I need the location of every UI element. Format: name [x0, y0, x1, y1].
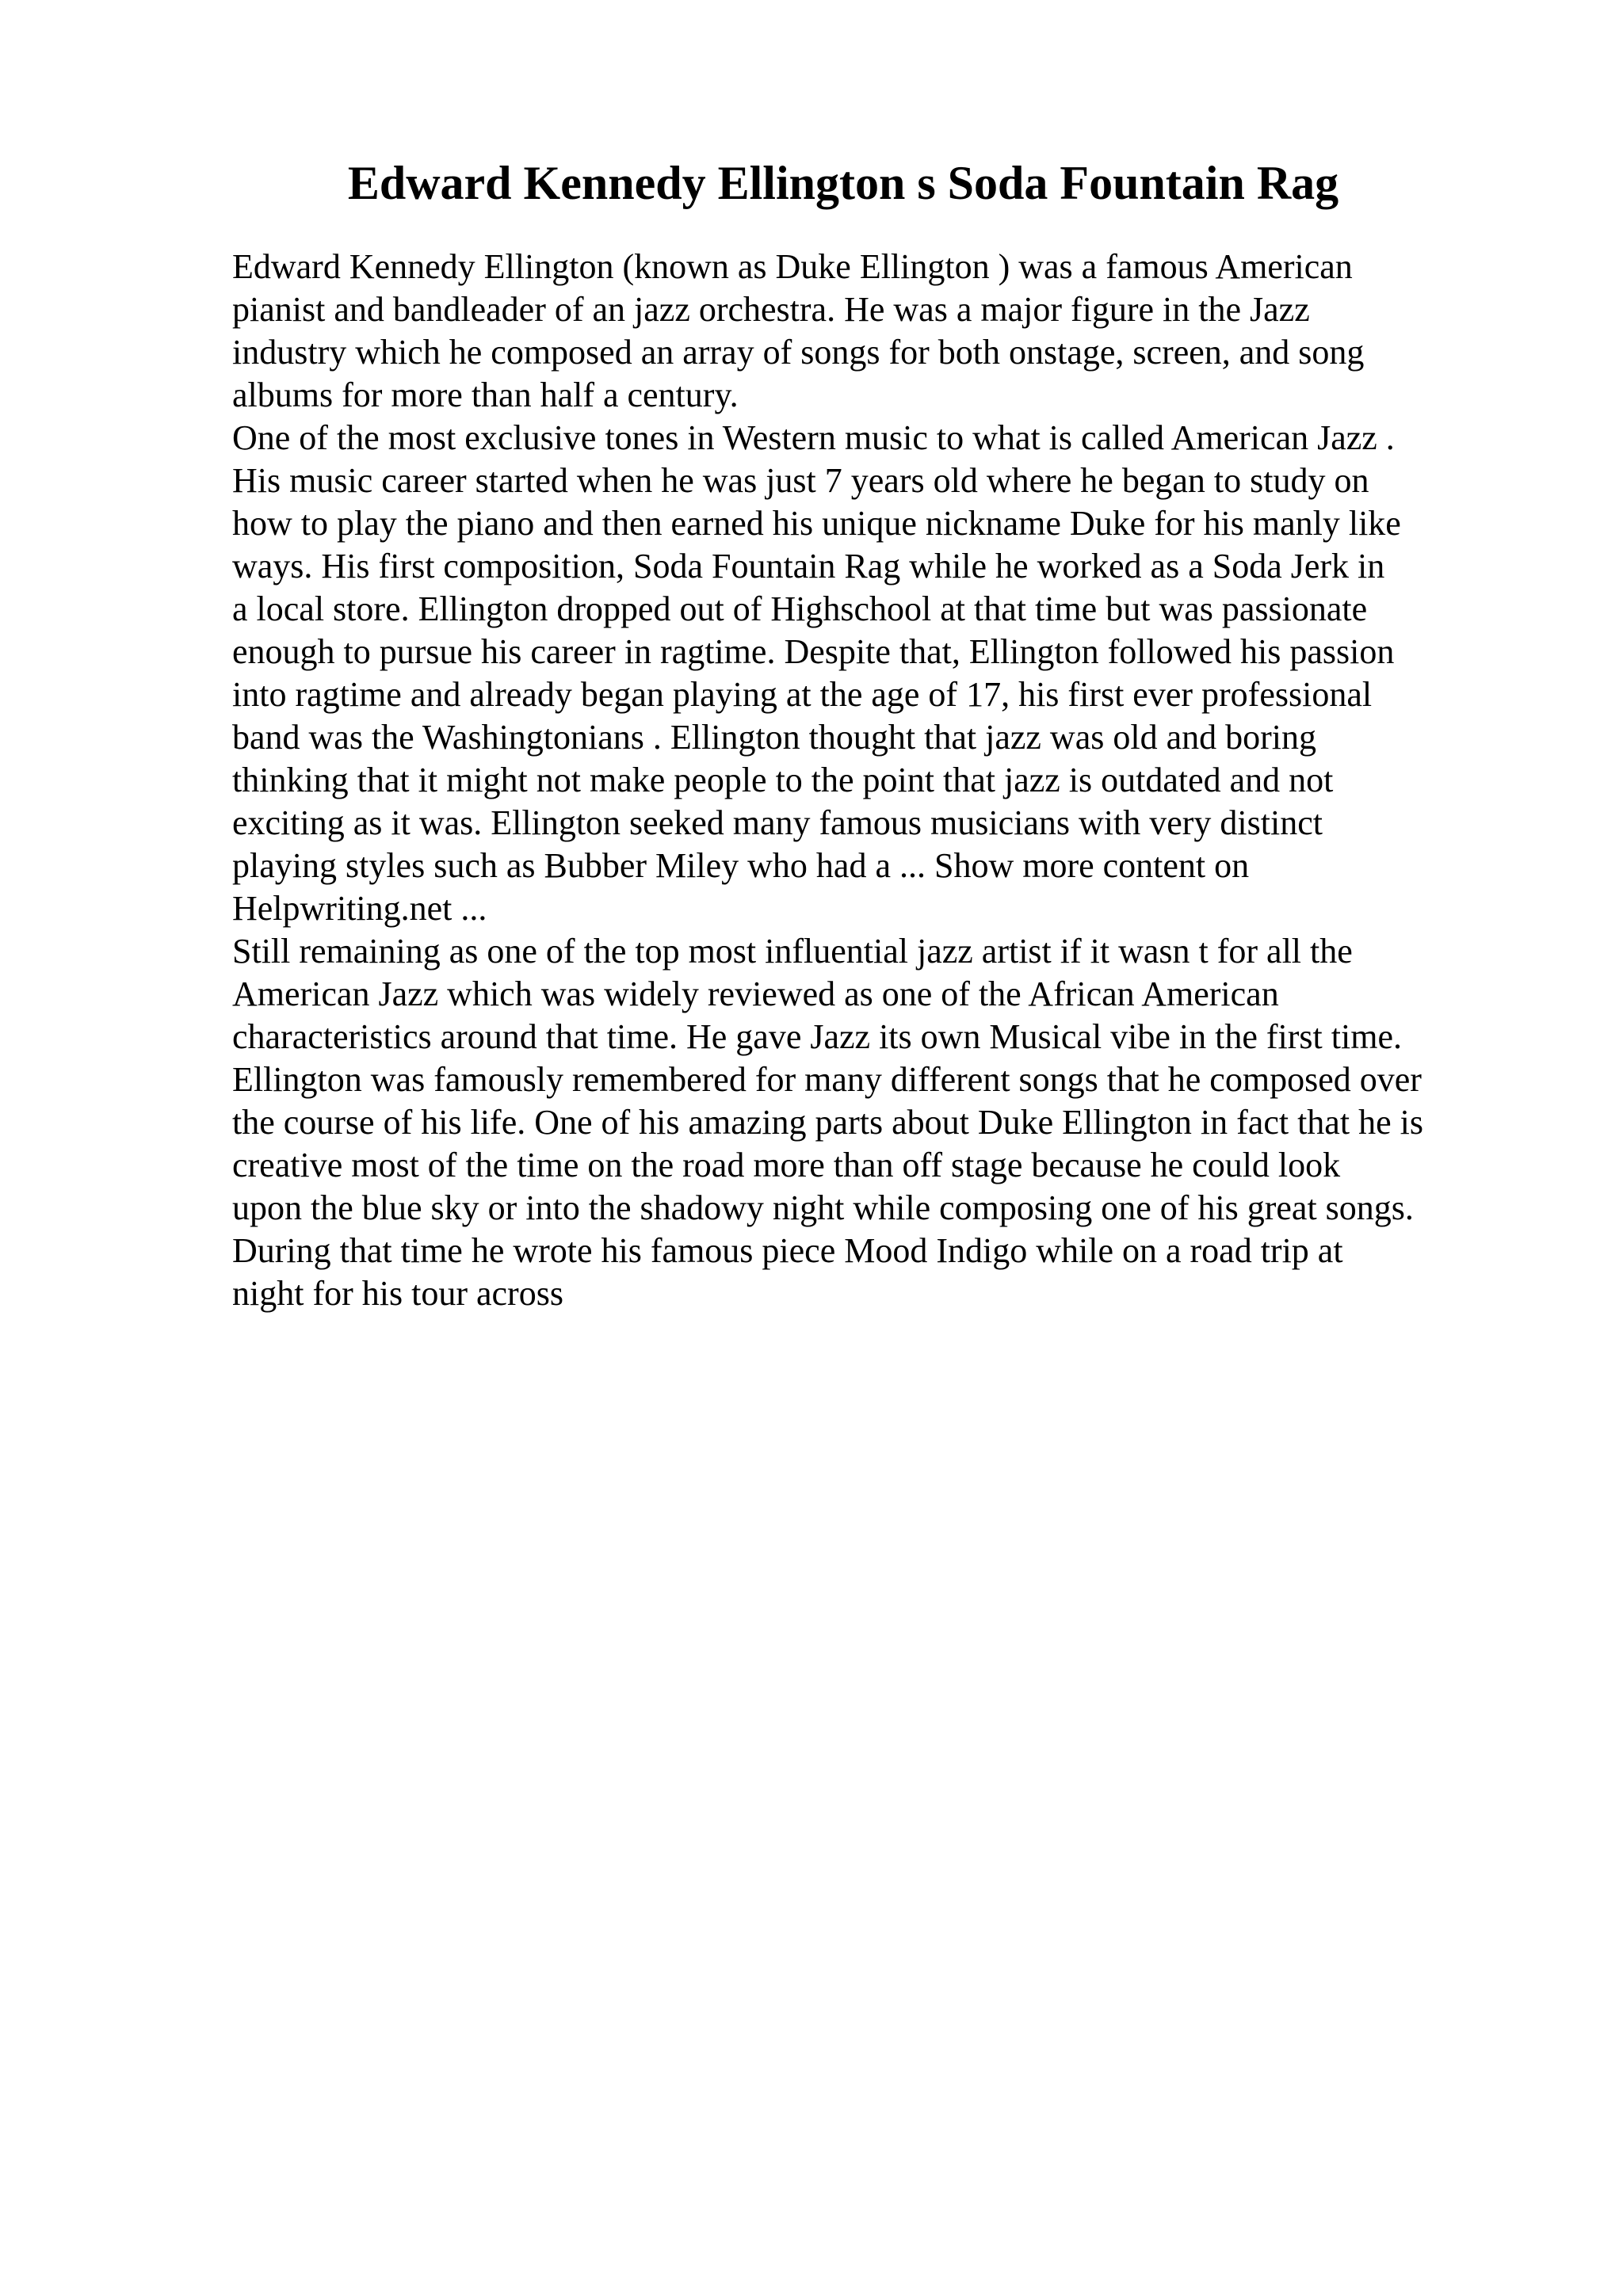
text-line: pianist and bandleader of an jazz orchestra. He was a major figure in the Jazz: [232, 290, 1310, 329]
text-line: ways. His first composition, Soda Fountain Rag while he worked as a Soda Jerk in: [232, 547, 1385, 585]
text-line: thinking that it might not make people to the point that jazz is outdated and not: [232, 761, 1334, 799]
text-line: upon the blue sky or into the shadowy night while composing one of his great songs.: [232, 1188, 1414, 1227]
text-line: characteristics around that time. He gave Jazz its own Musical vibe in the first time.: [232, 1017, 1402, 1056]
text-line: night for his tour across: [232, 1274, 563, 1313]
document-title: Edward Kennedy Ellington s Soda Fountain Rag: [347, 157, 1339, 209]
text-line: Helpwriting.net ...: [232, 889, 487, 928]
text-line: Edward Kennedy Ellington (known as Duke Ellington ) was a famous American: [232, 247, 1353, 286]
text-line: One of the most exclusive tones in Western music to what is called American Jazz .: [232, 418, 1395, 457]
text-line: into ragtime and already began playing at the age of 17, his first ever professional: [232, 675, 1373, 714]
text-line: exciting as it was. Ellington seeked many famous musicians with very distinct: [232, 803, 1323, 842]
text-line: American Jazz which was widely reviewed as one of the African American: [232, 974, 1279, 1013]
text-line: playing styles such as Bubber Miley who had a ... Show more content on: [232, 846, 1250, 885]
text-line: Still remaining as one of the top most influential jazz artist if it wasn t for all the: [232, 932, 1353, 971]
text-line: industry which he composed an array of songs for both onstage, screen, and song: [232, 333, 1365, 372]
text-line: albums for more than half a century.: [232, 376, 739, 414]
text-line: His music career started when he was just 7 years old where he began to study on: [232, 461, 1369, 500]
text-line: the course of his life. One of his amazing parts about Duke Ellington in fact that he is: [232, 1103, 1423, 1142]
text-line: how to play the piano and then earned his unique nickname Duke for his manly like: [232, 504, 1401, 543]
document-body: [232, 246, 1548, 1315]
text-line: creative most of the time on the road more than off stage because he could look: [232, 1146, 1341, 1184]
text-line: Ellington was famously remembered for many different songs that he composed over: [232, 1060, 1422, 1099]
text-line: band was the Washingtonians . Ellington thought that jazz was old and boring: [232, 718, 1316, 757]
text-line: a local store. Ellington dropped out of Highschool at that time but was passionate: [232, 589, 1368, 628]
text-line: During that time he wrote his famous piece Mood Indigo while on a road trip at: [232, 1231, 1343, 1270]
text-line: enough to pursue his career in ragtime. Despite that, Ellington followed his passion: [232, 632, 1395, 671]
